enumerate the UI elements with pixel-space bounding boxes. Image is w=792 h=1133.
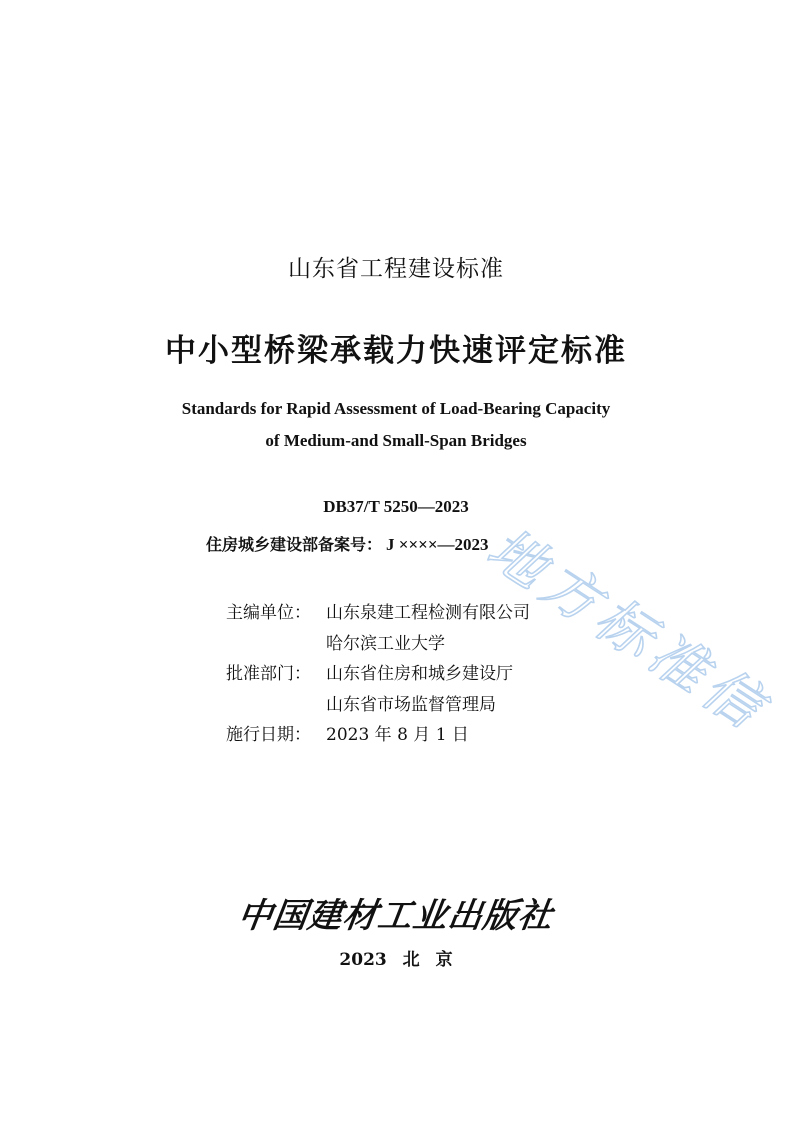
info-row — [226, 629, 530, 660]
standard-number: DB37/T 5250—2023 — [323, 497, 469, 516]
info-value: 山东省住房和城乡建设厅 — [326, 664, 513, 684]
publisher-logo-text: 中国建材工业出版社 — [235, 896, 556, 936]
watermark-text: 地方标准信 — [475, 515, 780, 745]
info-row — [226, 598, 530, 629]
provincial-standard-title: 山东省工程建设标准 — [288, 256, 504, 282]
filing-number-value: J ××××—2023 — [386, 535, 489, 554]
info-row — [226, 690, 530, 721]
english-title-line-2: of Medium-and Small-Span Bridges — [265, 431, 527, 450]
standard-info-block — [226, 598, 530, 751]
english-title-line-1: Standards for Rapid Assessment of Load-Bearing Capacity — [181, 399, 611, 418]
standard-main-title: 中小型桥梁承载力快速评定标准 — [165, 333, 627, 369]
filing-number — [206, 532, 489, 555]
publication-city: 北 京 — [402, 950, 453, 970]
info-label — [226, 690, 326, 721]
info-value: 哈尔滨工业大学 — [326, 633, 445, 654]
info-row — [226, 720, 530, 751]
info-row — [226, 659, 530, 690]
filing-number-label: 住房城乡建设部备案号： — [206, 535, 383, 554]
info-label — [226, 629, 326, 660]
english-title — [0, 393, 792, 457]
info-value: 山东省市场监督管理局 — [326, 694, 496, 715]
publication-year: 2023 — [339, 950, 387, 970]
info-label: 施行日期： — [226, 725, 311, 745]
info-value: 2023 年 8 月 1 日 — [326, 725, 469, 745]
info-label: 批准部门： — [226, 664, 311, 684]
info-label: 主编单位： — [226, 603, 311, 623]
info-value: 山东泉建工程检测有限公司 — [326, 603, 530, 623]
publication-place — [0, 945, 792, 970]
